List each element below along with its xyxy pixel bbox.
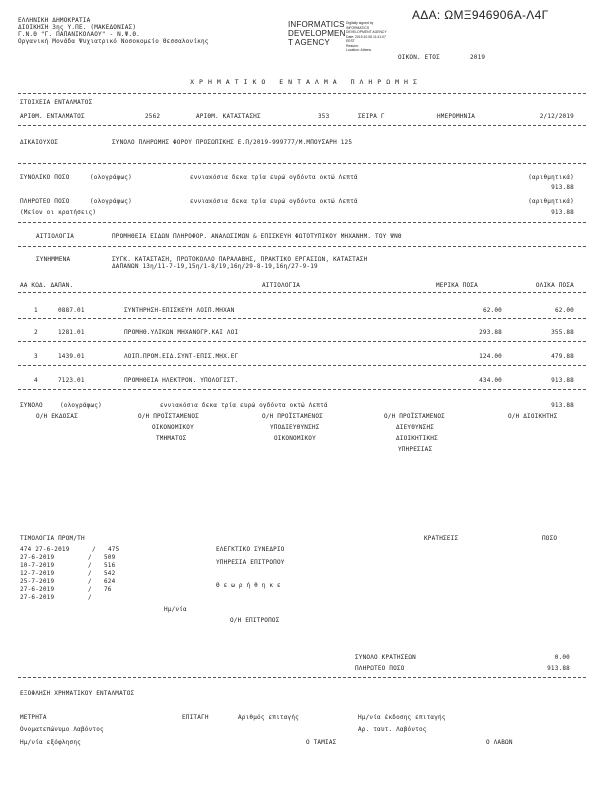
row-kod: 7123.01 <box>58 377 85 384</box>
page-title: ΧΡΗΜΑΤΙΚΟ ΕΝΤΑΛΜΑ ΠΛΗΡΩΜΗΣ <box>190 78 422 86</box>
synimmena-label: ΣΥΝΗΜΜΕΝΑ <box>36 256 71 263</box>
exoflisi-heading: ΕΞΟΦΛΗΣΗ ΧΡΗΜΑΤΙΚΟΥ ΕΝΤΑΛΜΑΤΟΣ <box>20 690 135 697</box>
timologio-num: 624 <box>104 578 116 585</box>
synoliko-label: ΣΥΝΟΛΙΚΟ ΠΟΣΟ <box>20 174 70 181</box>
sig-line: Date: 2019.10.08 11:41:07 <box>346 34 386 39</box>
sig-line: INFORMATICS <box>346 25 370 30</box>
divider <box>18 222 586 223</box>
row-oliko: 62.00 <box>554 307 574 314</box>
sig-line: DEVELOPMENT AGENCY <box>346 30 387 34</box>
metrita-label: ΜΕΤΡΗΤΑ <box>20 714 47 721</box>
sig-line: Reason: <box>346 43 359 48</box>
informatics-line-1: INFORMATICS <box>288 20 345 29</box>
timologio-ref: 474 27-6-2019 <box>20 546 70 553</box>
plirwteo-words: εννιακόσια δεκα τρία ευρώ ογδόντα οκτώ Λεπτά <box>190 198 358 205</box>
divider <box>18 318 586 319</box>
kratiseis-label: ΚΡΑΤΗΣΕΙΣ <box>424 535 459 542</box>
ada-code: ΑΔΑ: ΩΜΞ946906Α-Λ4Γ <box>412 8 549 22</box>
oikon-etos-year: 2019 <box>470 54 486 61</box>
row-kod: 1281.01 <box>58 329 85 336</box>
dikaiouxos-label: ΔΙΚΑΙΟΥΧΟΣ <box>20 139 59 146</box>
informatics-line-3: T AGENCY <box>288 38 330 47</box>
ar-taut-label: Αρ. ταυτ. Λαβόντος <box>358 726 427 733</box>
poso-label: ΠΟΣΟ <box>542 535 558 542</box>
plirwteo-olografos: (ολογράφως) <box>90 198 132 205</box>
row-meriko: 124.00 <box>479 353 502 360</box>
org-line-1: ΕΛΛΗΝΙΚΗ ΔΗΜΟΚΡΑΤΙΑ <box>18 17 91 24</box>
arithm-katastasis-value: 353 <box>318 113 330 120</box>
divider <box>18 163 586 164</box>
sig-line: Digitally signed by <box>346 21 374 25</box>
sig-ypodieuthinsis-2: ΥΠΟΔΙΕΥΘΥΝΣΗΣ <box>270 424 320 431</box>
aitiologia-value: ΠΡΟΜΗΘΕΙΑ ΕΙΔΩΝ ΠΛΗΡΟΦΟΡ. ΑΝΑΛΩΣΙΜΩΝ & ΕΠΙΣΚΕΥΗ ΦΩΤΟΤΥΠΙΚΟΥ ΜΗΧΑΝΗΜ. ΤΟΥ ΨΝΘ <box>112 233 402 240</box>
sig-dieuthinsis-4: ΥΠΗΡΕΣΙΑΣ <box>398 446 433 453</box>
sig-ekdosas: Ο/Η ΕΚΔΟΣΑΣ <box>36 413 78 420</box>
arithmos-epitagis-label: Αριθμός επιταγής <box>238 714 299 721</box>
row-aa: 2 <box>34 329 38 336</box>
timologia-label: ΤΙΜΟΛΟΓΙΑ ΠΡΟΜ/ΤΗ <box>20 535 85 542</box>
table-header-meriko: ΜΕΡΙΚΑ ΠΟΣΑ <box>436 282 478 289</box>
table-header-aitiologia: ΑΙΤΙΟΛΟΓΙΑ <box>262 282 301 289</box>
org-line-2: ΔΙΟΙΚΗΣΗ 3ης Υ.ΠΕ. (ΜΑΚΕΔΟΝΙΑΣ) <box>18 24 137 31</box>
aitiologia-label: ΑΙΤΙΟΛΟΓΙΑ <box>36 233 75 240</box>
synoliko-olografos: (ολογράφως) <box>90 174 132 181</box>
timologio-sep: / <box>92 546 96 553</box>
timologio-sep: / <box>88 562 92 569</box>
synolo-words: εννιακόσια δεκα τρία ευρώ ογδόντα οκτώ Λεπτά <box>160 402 328 409</box>
timologio-num: 542 <box>104 570 116 577</box>
timologio-sep: / <box>88 586 92 593</box>
timologio-sep: / <box>88 594 92 601</box>
elegktiko-hm-nia: Ημ/νία <box>164 606 187 613</box>
synoliko-arithmitika: (αριθμητικά) <box>528 174 574 181</box>
plirwteo-poso-label: ΠΛΗΡΩΤΕΟ ΠΟΣΟ <box>355 665 405 672</box>
sig-dieuthinsis-1: Ο/Η ΠΡΟΪΣΤΑΜΕΝΟΣ <box>384 413 445 420</box>
row-aa: 3 <box>34 353 38 360</box>
row-aitiologia: ΠΡΟΜΗΘ.ΥΛΙΚΩΝ ΜΗΧΑΝΟΓΡ.ΚΑΙ ΛΟΙ <box>124 329 239 336</box>
epitropos: Ο/Η ΕΠΙΤΡΟΠΟΣ <box>230 617 280 624</box>
timologio-num: 475 <box>108 546 120 553</box>
row-aa: 4 <box>34 377 38 384</box>
org-line-3: Γ.Ν.Θ "Γ. ΠΑΠΑΝΙΚΟΛΑΟΥ" - Ν.Ψ.Θ. <box>18 31 140 38</box>
ypiresia-epitropou: ΥΠΗΡΕΣΙΑ ΕΠΙΤΡΟΠΟΥ <box>216 559 285 566</box>
sig-line: EEST <box>346 39 355 43</box>
synolo-olografos: (ολογράφως) <box>60 402 102 409</box>
divider <box>18 246 586 247</box>
timologio-ref: 27-6-2019 <box>20 594 55 601</box>
stoixeia-heading: ΣΤΟΙΧΕΙΑ ΕΝΤΑΛΜΑΤΟΣ <box>20 99 93 106</box>
elegktiko-synedrio: ΕΛΕΓΚΤΙΚΟ ΣΥΝΕΔΡΙΟ <box>216 546 285 553</box>
row-meriko: 293.88 <box>479 329 502 336</box>
sig-oikonomikou-3: ΤΜΗΜΑΤΟΣ <box>156 435 187 442</box>
synoliko-value: 913.88 <box>551 184 574 191</box>
timologio-ref: 27-6-2019 <box>20 554 55 561</box>
sig-oikonomikou-1: Ο/Η ΠΡΟΪΣΤΑΜΕΝΟΣ <box>138 413 199 420</box>
sig-ypodieuthinsis-1: Ο/Η ΠΡΟΪΣΤΑΜΕΝΟΣ <box>262 413 323 420</box>
synolo-kratiseon-value: 0.00 <box>554 654 570 661</box>
informatics-line-2: DEVELOPMEN <box>288 29 346 38</box>
divider <box>18 365 586 366</box>
row-oliko: 913.88 <box>551 377 574 384</box>
timologio-sep: / <box>88 570 92 577</box>
timologio-sep: / <box>88 554 92 561</box>
timologio-ref: 27-6-2019 <box>20 586 55 593</box>
hmerominia-value: 2/12/2019 <box>539 113 574 120</box>
theorithike: Θ ε ω ρ ή θ η κ ε <box>216 582 281 589</box>
synolo-label: ΣΥΝΟΛΟ <box>20 402 43 409</box>
synolo-kratiseon-label: ΣΥΝΟΛΟ ΚΡΑΤΗΣΕΩΝ <box>355 654 416 661</box>
sig-line: Location: Athens <box>346 48 372 52</box>
sig-oikonomikou-2: ΟΙΚΟΝΟΜΙΚΟΥ <box>152 424 194 431</box>
oikon-etos-label: ΟΙΚΟΝ. ΕΤΟΣ <box>398 54 440 61</box>
plirwteo-label: ΠΛΗΡΩΤΕΟ ΠΟΣΟ <box>20 198 70 205</box>
timologio-ref: 25-7-2019 <box>20 578 55 585</box>
synolo-value: 913.88 <box>551 402 574 409</box>
arithm-entalmatos-value: 2562 <box>145 113 161 120</box>
row-meriko: 62.00 <box>482 307 502 314</box>
meion-kratiseis: (Μείον οι κρατήσεις) <box>20 209 97 216</box>
divider <box>18 341 586 342</box>
row-aitiologia: ΛΟΙΠ.ΠΡΟΜ.ΕΙΔ.ΣΥΝΤ-ΕΠΙΣ.ΜΗΧ.ΕΓ <box>124 353 239 360</box>
synimmena-line-2: ΔΑΠΑΝΩΝ 13η/11-7-19,15η/1-8/19,16η/29-8-19,16η/27-9-19 <box>112 263 318 270</box>
lavon-label: Ο ΛΑΒΩΝ <box>486 739 513 746</box>
dikaiouxos-value: ΣΥΝΟΛΟ ΠΛΗΡΩΜΗΣ ΦΟΡΟΥ ΠΡΟΣΩΠΙΚΗΣ Ε.Π/2019-999777/Μ.ΜΠΟΥΣΑΡΗ 125 <box>112 139 353 146</box>
row-aitiologia: ΣΥΝΤΗΡΗΣΗ-ΕΠΙΣΚΕΥΗ ΛΟΙΠ.ΜΗΧΑΝ <box>124 307 235 314</box>
hm-exoflisis-label: Ημ/νία εξόφλησης <box>20 739 81 746</box>
row-kod: 0887.01 <box>58 307 85 314</box>
table-header-oliko: ΟΛΙΚΑ ΠΟΣΑ <box>535 282 574 289</box>
timologio-num: 509 <box>104 554 116 561</box>
plirwteo-poso-value: 913.88 <box>547 665 570 672</box>
arithm-katastasis-label: ΑΡΙΘΜ. ΚΑΤΑΣΤΑΣΗΣ <box>196 113 261 120</box>
epitagi-label: ΕΠΙΤΑΓΗ <box>182 714 209 721</box>
synoliko-words: εννιακόσια δεκα τρία ευρώ ογδόντα οκτώ Λεπτά <box>190 174 358 181</box>
table-header-aa-kod: ΑΑ ΚΩΔ. ΔΑΠΑΝ. <box>20 282 74 289</box>
hmerominia-label: ΗΜΕΡΟΜΗΝΙΑ <box>437 113 476 120</box>
timologio-ref: 10-7-2019 <box>20 562 55 569</box>
sig-dieuthinsis-3: ΔΙΟΙΚΗΤΙΚΗΣ <box>396 435 438 442</box>
tamias-label: Ο ΤΑΜΙΑΣ <box>306 739 337 746</box>
seira-label: ΣΕΙΡΑ Γ <box>358 113 385 120</box>
timologio-num: 76 <box>104 586 112 593</box>
hm-ekdosis-label: Ημ/νία έκδοσης επιταγής <box>358 714 446 721</box>
timologio-ref: 12-7-2019 <box>20 570 55 577</box>
synimmena-line-1: ΣΥΓΚ. ΚΑΤΑΣΤΑΣΗ, ΠΡΩΤΟΚΟΛΛΟ ΠΑΡΑΛΑΒΗΣ, ΠΡΑΚΤΙΚΟ ΕΡΓΑΣΙΩΝ, ΚΑΤΑΣΤΑΣΗ <box>112 256 368 263</box>
row-aa: 1 <box>34 307 38 314</box>
org-line-4: Οργανική Μονάδα Ψυχιατρικό Νοσοκομείο Θεσσαλονίκης <box>18 38 209 45</box>
divider <box>18 389 586 390</box>
row-aitiologia: ΠΡΟΜΗΘΕΙΑ ΗΛΕΚΤΡΟΝ. ΥΠΟΛΟΓΙΣΤ. <box>124 377 239 384</box>
divider <box>18 125 586 126</box>
divider <box>18 93 586 94</box>
onomateponymo-label: Ονοματεπώνυμο Λαβόντος <box>20 726 104 733</box>
plirwteo-arithmitika: (αριθμητικά) <box>528 198 574 205</box>
meion-value: 913.88 <box>551 209 574 216</box>
row-kod: 1439.01 <box>58 353 85 360</box>
row-oliko: 355.88 <box>551 329 574 336</box>
row-oliko: 479.88 <box>551 353 574 360</box>
sig-ypodieuthinsis-3: ΟΙΚΟΝΟΜΙΚΟΥ <box>274 435 316 442</box>
divider <box>18 677 586 678</box>
divider <box>18 292 586 293</box>
row-meriko: 434.00 <box>479 377 502 384</box>
arithm-entalmatos-label: ΑΡΙΘΜ. ΕΝΤΑΛΜΑΤΟΣ <box>20 113 85 120</box>
sig-dioikitis: Ο/Η ΔΙΟΙΚΗΤΗΣ <box>508 413 558 420</box>
sig-dieuthinsis-2: ΔΙΕΥΘΥΝΣΗΣ <box>396 424 435 431</box>
timologio-num: 516 <box>104 562 116 569</box>
timologio-sep: / <box>88 578 92 585</box>
